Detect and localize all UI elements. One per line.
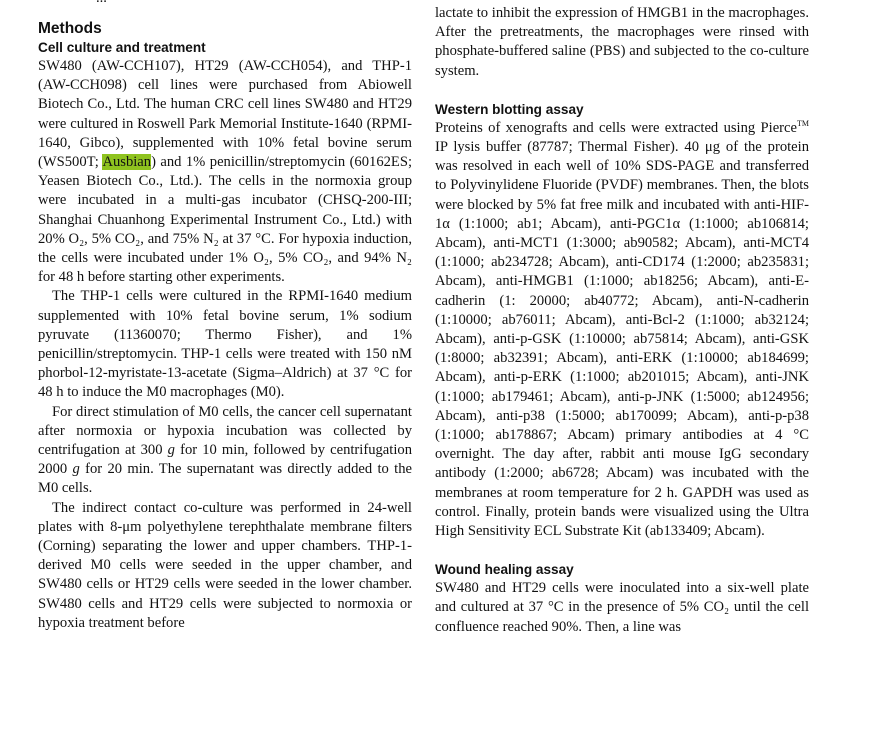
left-column bbox=[38, 0, 412, 633]
subsection-title-cell-culture: Cell culture and treatment bbox=[38, 40, 206, 55]
paragraph-co-culture: The indirect contact co-culture was performed in 24-well plates with 8-μm polyethylene terephthalate membrane filters (Corning) separating the lower and upper chambers. THP-1-derived M0 cells were seeded in the upper chamber, and SW480 cells or HT29 cells were seeded in the lower chamber. SW480 cells and HT29 cells were subjected to normoxia or hypoxia treatment before bbox=[38, 499, 412, 631]
cropped-top-fragment bbox=[96, 0, 107, 8]
section-title-methods: Methods bbox=[38, 20, 102, 37]
subsection-title-western-blotting: Western blotting assay bbox=[435, 101, 584, 117]
paragraph-wound-healing: SW480 and HT29 cells were inoculated into a six-well plate and cultured at 37 °C in the presence of 5% CO₂ until the cell confluence reached 90%. Then, a line was bbox=[435, 580, 809, 635]
paragraph-lactate: lactate to inhibit the expression of HMGB1 in the macrophages. After the pretreatments, the macrophages were rinsed with phosphate-buffered saline (PBS) and subjected to the co-culture system. bbox=[435, 5, 809, 79]
paragraph-cell-lines: SW480 (AW-CCH107), HT29 (AW-CCH054), and THP-1 (AW-CCH098) cell lines were purchased from Abiowell Biotech Co., Ltd. The human CRC cell lines SW480 and HT29 were cultured in Roswell Park Memorial Institute-1640 (RPMI-1640, Gibco), supplemented with 10% fetal bovine serum (WS500T; Ausbian) and 1% penicillin/streptomycin (60162ES; Yeasen Biotech Co., Ltd.). The cells in the normoxia group were incubated in a multi-gas incubator (CHSQ-200-III; Shanghai Chuanhong Experimental Instrument Co., Ltd.) with 20% O₂, 5% CO₂, and 75% N₂ at 37 °C. For hypoxia induction, the cells were incubated under 1% O₂, 5% CO₂, and 94% N₂ for 48 h before starting other experiments. bbox=[38, 58, 412, 286]
subsection-title-wound-healing: Wound healing assay bbox=[435, 562, 574, 578]
paragraph-direct-stimulation: For direct stimulation of M0 cells, the cancer cell supernatant after normoxia or hypoxia incubation was collected by centrifugation at 300 g for 10 min, followed by centrifugation 2000 g for 20 min. The supernatant was directly added to the M0 cells. bbox=[38, 403, 412, 497]
highlighted-word: Ausbian bbox=[102, 154, 152, 171]
paragraph-western-blotting: Proteins of xenografts and cells were extracted using Pierce™ IP lysis buffer (87787; Thermal Fisher). 40 μg of the protein was resolved in each well of 10% SDS-PAGE and transferred to Polyvinylidene Fluoride (PVDF) membranes. Then, the blots were blocked by 5% fat free milk and incubated with anti-HIF-1α (1:1000; ab1; Abcam), anti-PGC1α (1:1000; ab106814; Abcam), anti-MCT1 (1:3000; ab90582; Abcam), anti-MCT4 (1:1000; ab234728; Abcam), anti-CD174 (1:2000; ab235831; Abcam), anti-HMGB1 (1:1000; ab18256; Abcam), anti-E-cadherin (1: 20000; ab40772; Abcam), anti-N-cadherin (1:10000; ab76011; Abcam), anti-Bcl-2 (1:1000; ab32124; Abcam), anti-p-GSK (1:10000; ab75814; Abcam), anti-GSK (1:8000; ab32391; Abcam), anti-ERK (1:10000; ab184699; Abcam), anti-p-ERK (1:1000; ab201015; Abcam), anti-JNK (1:1000; ab179461; Abcam), anti-p-JNK (1:5000; ab124956; Abcam), anti-p38 (1:5000; ab170099; Abcam), anti-p-p38 (1:1000; ab178867; Abcam) primary antibodies at 4 °C overnight. The day after, rabbit anti mouse IgG secondary antibody (1:2000; ab6728; Abcam) was incubated with the membranes at room temperature for 2 h. GAPDH was used as control. Finally, protein bands were visualized using the Ultra High Sensitivity ECL Substrate Kit (ab133409; Abcam). bbox=[435, 118, 809, 540]
right-column bbox=[435, 0, 809, 637]
paragraph-thp1: The THP-1 cells were cultured in the RPMI-1640 medium supplemented with 10% fetal bovine serum, 1% sodium pyruvate (11360070; Thermo Fisher), and 1% penicillin/streptomycin. THP-1 cells were treated with 150 nM phorbol-12-myristate-13-acetate (Sigma–Aldrich) at 37 °C for 48 h to induce the M0 macrophages (M0). bbox=[38, 288, 412, 401]
